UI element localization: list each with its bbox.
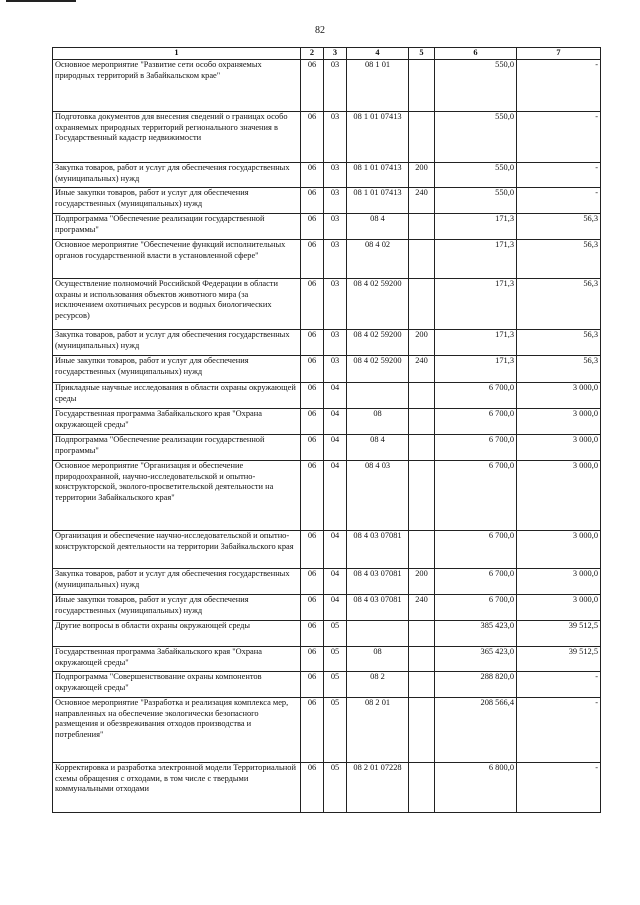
- expense-type-code: [409, 112, 435, 163]
- table-row: [53, 435, 601, 461]
- target-article-code: [347, 383, 409, 409]
- table-row: [53, 163, 601, 188]
- target-article-code: 08 2 01: [347, 698, 409, 763]
- target-article-code: 08 1 01 07413: [347, 112, 409, 163]
- amount-col-6: 6 700,0: [435, 383, 517, 409]
- row-name: Основное мероприятие "Развитие сети особо охраняемых природных территорий в Забайкальском крае": [53, 60, 301, 112]
- amount-col-6: 171,3: [435, 279, 517, 330]
- table-row: [53, 461, 601, 531]
- column-header: 1: [53, 48, 301, 60]
- subsection-code: 05: [324, 672, 347, 698]
- subsection-code: 05: [324, 621, 347, 647]
- row-name: Основное мероприятие "Разработка и реализация комплекса мер, направленных на обеспечение экологически безопасного размещения и обезвреживания отходов производства и потребления": [53, 698, 301, 763]
- amount-col-7: -: [517, 112, 601, 163]
- table-row: [53, 672, 601, 698]
- amount-col-6: 171,3: [435, 356, 517, 383]
- table-row: [53, 409, 601, 435]
- expense-type-code: [409, 240, 435, 279]
- amount-col-7: -: [517, 163, 601, 188]
- amount-col-6: 6 800,0: [435, 763, 517, 813]
- budget-table: [52, 47, 601, 813]
- row-name: Иные закупки товаров, работ и услуг для обеспечения государственных (муниципальных) нужд: [53, 188, 301, 214]
- target-article-code: 08 4 03 07081: [347, 531, 409, 569]
- expense-type-code: 200: [409, 569, 435, 595]
- target-article-code: 08 4 02 59200: [347, 279, 409, 330]
- table-row: [53, 240, 601, 279]
- table-row: [53, 330, 601, 356]
- amount-col-6: 365 423,0: [435, 647, 517, 672]
- amount-col-6: 6 700,0: [435, 409, 517, 435]
- target-article-code: 08 1 01 07413: [347, 188, 409, 214]
- section-code: 06: [301, 112, 324, 163]
- target-article-code: 08: [347, 409, 409, 435]
- column-header: 6: [435, 48, 517, 60]
- subsection-code: 03: [324, 330, 347, 356]
- target-article-code: 08 2 01 07228: [347, 763, 409, 813]
- expense-type-code: 240: [409, 356, 435, 383]
- target-article-code: 08 4 03 07081: [347, 595, 409, 621]
- table-row: [53, 112, 601, 163]
- table-row: [53, 621, 601, 647]
- amount-col-6: 171,3: [435, 214, 517, 240]
- section-code: 06: [301, 383, 324, 409]
- row-name: Подпрограмма "Совершенствование охраны компонентов окружающей среды": [53, 672, 301, 698]
- amount-col-7: 56,3: [517, 279, 601, 330]
- target-article-code: 08 4 02 59200: [347, 356, 409, 383]
- table-row: [53, 698, 601, 763]
- subsection-code: 05: [324, 647, 347, 672]
- table-row: [53, 595, 601, 621]
- expense-type-code: [409, 279, 435, 330]
- amount-col-6: 6 700,0: [435, 461, 517, 531]
- table-row: [53, 763, 601, 813]
- target-article-code: 08 4 02: [347, 240, 409, 279]
- target-article-code: 08 4 03 07081: [347, 569, 409, 595]
- amount-col-6: 550,0: [435, 60, 517, 112]
- target-article-code: 08 4 02 59200: [347, 330, 409, 356]
- amount-col-7: 3 000,0: [517, 461, 601, 531]
- section-code: 06: [301, 531, 324, 569]
- target-article-code: 08 1 01: [347, 60, 409, 112]
- column-header: 4: [347, 48, 409, 60]
- section-code: 06: [301, 356, 324, 383]
- section-code: 06: [301, 279, 324, 330]
- row-name: Государственная программа Забайкальского края "Охрана окружающей среды": [53, 409, 301, 435]
- expense-type-code: [409, 461, 435, 531]
- row-name: Другие вопросы в области охраны окружающей среды: [53, 621, 301, 647]
- row-name: Подпрограмма "Обеспечение реализации государственной программы": [53, 435, 301, 461]
- section-code: 06: [301, 188, 324, 214]
- table-row: [53, 60, 601, 112]
- subsection-code: 05: [324, 763, 347, 813]
- section-code: 06: [301, 330, 324, 356]
- amount-col-6: 385 423,0: [435, 621, 517, 647]
- subsection-code: 03: [324, 214, 347, 240]
- section-code: 06: [301, 763, 324, 813]
- subsection-code: 04: [324, 461, 347, 531]
- row-name: Иные закупки товаров, работ и услуг для обеспечения государственных (муниципальных) нужд: [53, 356, 301, 383]
- row-name: Корректировка и разработка электронной модели Территориальной схемы обращения с отходами, в том числе с твердыми коммунальными отходами: [53, 763, 301, 813]
- subsection-code: 03: [324, 356, 347, 383]
- amount-col-7: 56,3: [517, 240, 601, 279]
- row-name: Организация и обеспечение научно-исследовательской и опытно-конструкторской деятельности на территории Забайкальского края: [53, 531, 301, 569]
- section-code: 06: [301, 409, 324, 435]
- amount-col-7: 56,3: [517, 330, 601, 356]
- target-article-code: 08: [347, 647, 409, 672]
- column-header: 2: [301, 48, 324, 60]
- table-row: [53, 356, 601, 383]
- row-name: Подпрограмма "Обеспечение реализации государственной программы": [53, 214, 301, 240]
- amount-col-7: 3 000,0: [517, 383, 601, 409]
- column-header: 7: [517, 48, 601, 60]
- amount-col-7: -: [517, 698, 601, 763]
- section-code: 06: [301, 461, 324, 531]
- amount-col-6: 171,3: [435, 240, 517, 279]
- amount-col-6: 288 820,0: [435, 672, 517, 698]
- page-number: 82: [315, 25, 325, 36]
- expense-type-code: [409, 60, 435, 112]
- subsection-code: 03: [324, 188, 347, 214]
- amount-col-6: 6 700,0: [435, 531, 517, 569]
- expense-type-code: 200: [409, 330, 435, 356]
- amount-col-7: -: [517, 188, 601, 214]
- header-row: [53, 48, 601, 60]
- amount-col-7: 3 000,0: [517, 531, 601, 569]
- subsection-code: 04: [324, 435, 347, 461]
- amount-col-6: 171,3: [435, 330, 517, 356]
- target-article-code: 08 4: [347, 214, 409, 240]
- table-row: [53, 279, 601, 330]
- table-row: [53, 569, 601, 595]
- row-name: Подготовка документов для внесения сведений о границах особо охраняемых природных территорий регионального значения в Государственный кадастр недвижимости: [53, 112, 301, 163]
- expense-type-code: [409, 531, 435, 569]
- expense-type-code: [409, 214, 435, 240]
- amount-col-7: 3 000,0: [517, 409, 601, 435]
- row-name: Закупка товаров, работ и услуг для обеспечения государственных (муниципальных) нужд: [53, 163, 301, 188]
- expense-type-code: [409, 698, 435, 763]
- subsection-code: 03: [324, 240, 347, 279]
- expense-type-code: 200: [409, 163, 435, 188]
- amount-col-7: 39 512,5: [517, 621, 601, 647]
- column-header: 3: [324, 48, 347, 60]
- section-code: 06: [301, 240, 324, 279]
- table-row: [53, 383, 601, 409]
- expense-type-code: 240: [409, 188, 435, 214]
- subsection-code: 03: [324, 112, 347, 163]
- amount-col-7: 3 000,0: [517, 435, 601, 461]
- amount-col-6: 550,0: [435, 112, 517, 163]
- amount-col-7: 3 000,0: [517, 595, 601, 621]
- section-code: 06: [301, 163, 324, 188]
- section-code: 06: [301, 672, 324, 698]
- subsection-code: 03: [324, 163, 347, 188]
- amount-col-6: 550,0: [435, 163, 517, 188]
- expense-type-code: [409, 672, 435, 698]
- top-rule: [6, 0, 76, 2]
- row-name: Закупка товаров, работ и услуг для обеспечения государственных (муниципальных) нужд: [53, 330, 301, 356]
- table-row: [53, 188, 601, 214]
- section-code: 06: [301, 60, 324, 112]
- row-name: Государственная программа Забайкальского края "Охрана окружающей среды": [53, 647, 301, 672]
- expense-type-code: [409, 647, 435, 672]
- expense-type-code: [409, 435, 435, 461]
- amount-col-7: 56,3: [517, 356, 601, 383]
- amount-col-6: 208 566,4: [435, 698, 517, 763]
- amount-col-6: 6 700,0: [435, 595, 517, 621]
- target-article-code: 08 1 01 07413: [347, 163, 409, 188]
- table-row: [53, 214, 601, 240]
- expense-type-code: 240: [409, 595, 435, 621]
- subsection-code: 04: [324, 569, 347, 595]
- expense-type-code: [409, 409, 435, 435]
- subsection-code: 04: [324, 531, 347, 569]
- amount-col-7: 56,3: [517, 214, 601, 240]
- row-name: Закупка товаров, работ и услуг для обеспечения государственных (муниципальных) нужд: [53, 569, 301, 595]
- subsection-code: 05: [324, 698, 347, 763]
- subsection-code: 03: [324, 60, 347, 112]
- section-code: 06: [301, 621, 324, 647]
- row-name: Осуществление полномочий Российской Федерации в области охраны и использования объектов животного мира (за исключением охотничьих ресурсов и водных биологических ресурсов): [53, 279, 301, 330]
- amount-col-7: -: [517, 763, 601, 813]
- section-code: 06: [301, 595, 324, 621]
- amount-col-7: -: [517, 60, 601, 112]
- subsection-code: 04: [324, 383, 347, 409]
- section-code: 06: [301, 569, 324, 595]
- target-article-code: 08 4 03: [347, 461, 409, 531]
- section-code: 06: [301, 214, 324, 240]
- expense-type-code: [409, 383, 435, 409]
- table-row: [53, 647, 601, 672]
- subsection-code: 04: [324, 409, 347, 435]
- amount-col-6: 6 700,0: [435, 435, 517, 461]
- amount-col-7: 3 000,0: [517, 569, 601, 595]
- section-code: 06: [301, 647, 324, 672]
- subsection-code: 04: [324, 595, 347, 621]
- target-article-code: 08 4: [347, 435, 409, 461]
- target-article-code: 08 2: [347, 672, 409, 698]
- amount-col-6: 550,0: [435, 188, 517, 214]
- expense-type-code: [409, 621, 435, 647]
- row-name: Иные закупки товаров, работ и услуг для обеспечения государственных (муниципальных) нужд: [53, 595, 301, 621]
- column-header: 5: [409, 48, 435, 60]
- row-name: Основное мероприятие "Организация и обеспечение природоохранной, научно-исследовательской и опытно-конструкторской, эколого-просветительской деятельности на территории Забайкальского края": [53, 461, 301, 531]
- amount-col-7: 39 512,5: [517, 647, 601, 672]
- amount-col-7: -: [517, 672, 601, 698]
- expense-type-code: [409, 763, 435, 813]
- subsection-code: 03: [324, 279, 347, 330]
- amount-col-6: 6 700,0: [435, 569, 517, 595]
- section-code: 06: [301, 698, 324, 763]
- target-article-code: [347, 621, 409, 647]
- table-row: [53, 531, 601, 569]
- row-name: Основное мероприятие "Обеспечение функций исполнительных органов государственной власти в установленной сфере": [53, 240, 301, 279]
- section-code: 06: [301, 435, 324, 461]
- row-name: Прикладные научные исследования в области охраны окружающей среды: [53, 383, 301, 409]
